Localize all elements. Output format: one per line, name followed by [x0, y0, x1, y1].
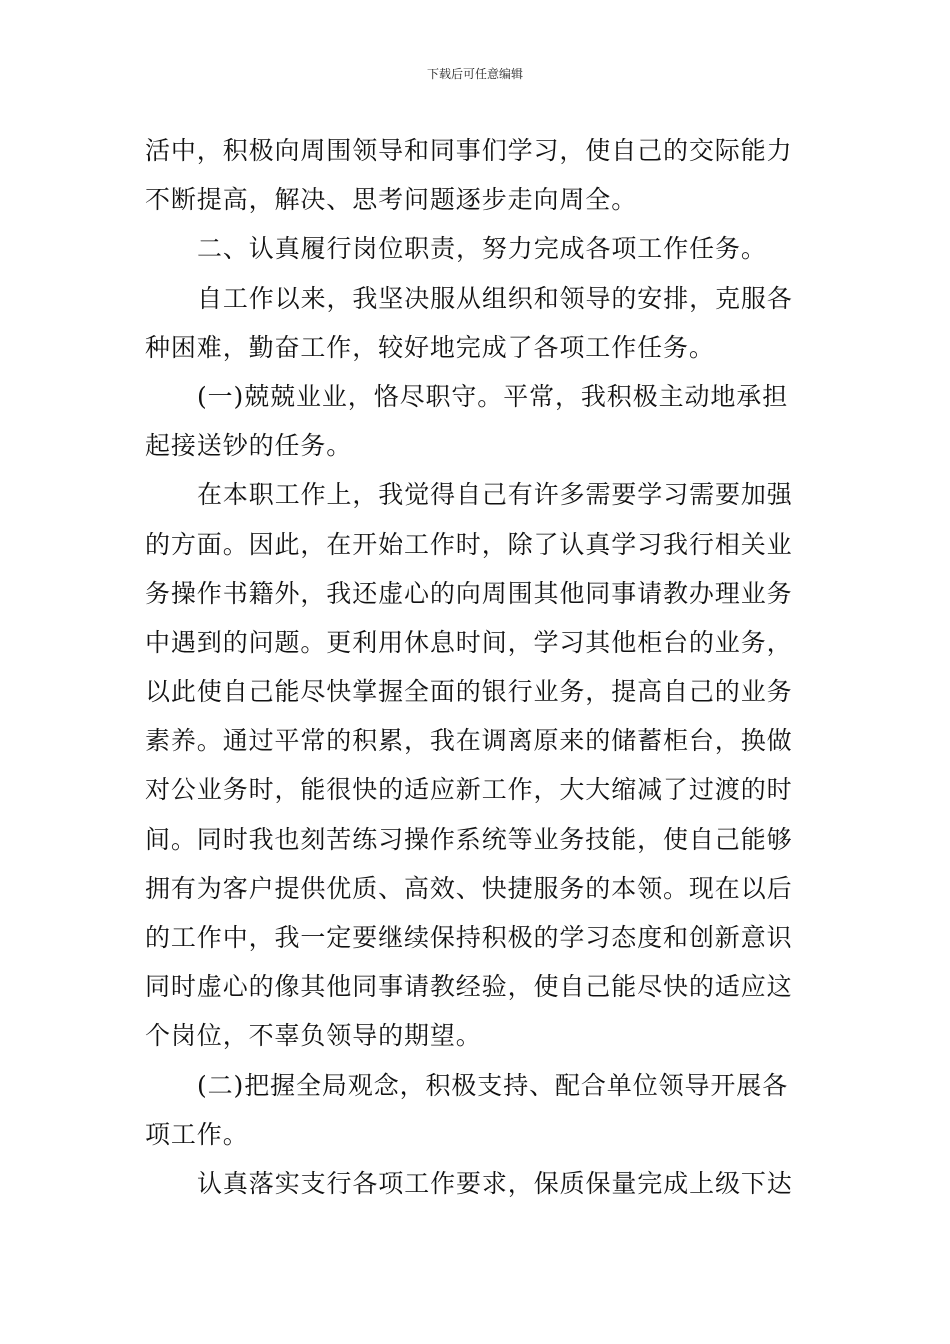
- text-line: 种困难，勤奋工作，较好地完成了各项工作任务。: [145, 332, 715, 362]
- page-header: 下载后可任意编辑: [426, 67, 523, 81]
- text-line: 的方面。因此，在开始工作时，除了认真学习我行相关业: [145, 529, 793, 559]
- text-line: 务操作书籍外，我还虚心的向周围其他同事请教办理业务: [145, 578, 793, 608]
- section-heading: 二、认真履行岗位职责，努力完成各项工作任务。: [197, 234, 767, 264]
- text-line: 中遇到的问题。更利用休息时间，学习其他柜台的业务，: [145, 627, 793, 657]
- subsection-line: (一)兢兢业业，恪尽职守。平常，我积极主动地承担: [197, 381, 789, 411]
- text-line: 活中，积极向周围领导和同事们学习，使自己的交际能力: [145, 136, 793, 165]
- text-line: 起接送钞的任务。: [145, 431, 353, 461]
- text-line: 同时虚心的像其他同事请教经验，使自己能尽快的适应这: [145, 972, 793, 1002]
- document-body: [145, 126, 805, 1208]
- text-line: 项工作。: [145, 1119, 249, 1149]
- text-line: 对公业务时，能很快的适应新工作，大大缩减了过渡的时: [145, 775, 793, 805]
- text-line: 自工作以来，我坚决服从组织和领导的安排，克服各: [197, 283, 793, 313]
- text-line: 拥有为客户提供优质、高效、快捷服务的本领。现在以后: [145, 873, 793, 903]
- text-line: 素养。通过平常的积累，我在调离原来的储蓄柜台，换做: [145, 726, 793, 756]
- text-line: 的工作中，我一定要继续保持积极的学习态度和创新意识: [145, 923, 793, 952]
- text-line: 个岗位，不辜负领导的期望。: [145, 1021, 482, 1051]
- subsection-line: (二)把握全局观念，积极支持、配合单位领导开展各: [197, 1070, 789, 1100]
- text-line: 在本职工作上，我觉得自己有许多需要学习需要加强: [197, 480, 793, 510]
- text-line: 认真落实支行各项工作要求，保质保量完成上级下达: [197, 1168, 793, 1198]
- text-line: 间。同时我也刻苦练习操作系统等业务技能，使自己能够: [145, 824, 793, 854]
- text-line: 以此使自己能尽快掌握全面的银行业务，提高自己的业务: [145, 677, 793, 707]
- text-line: 不断提高，解决、思考问题逐步走向周全。: [145, 185, 638, 215]
